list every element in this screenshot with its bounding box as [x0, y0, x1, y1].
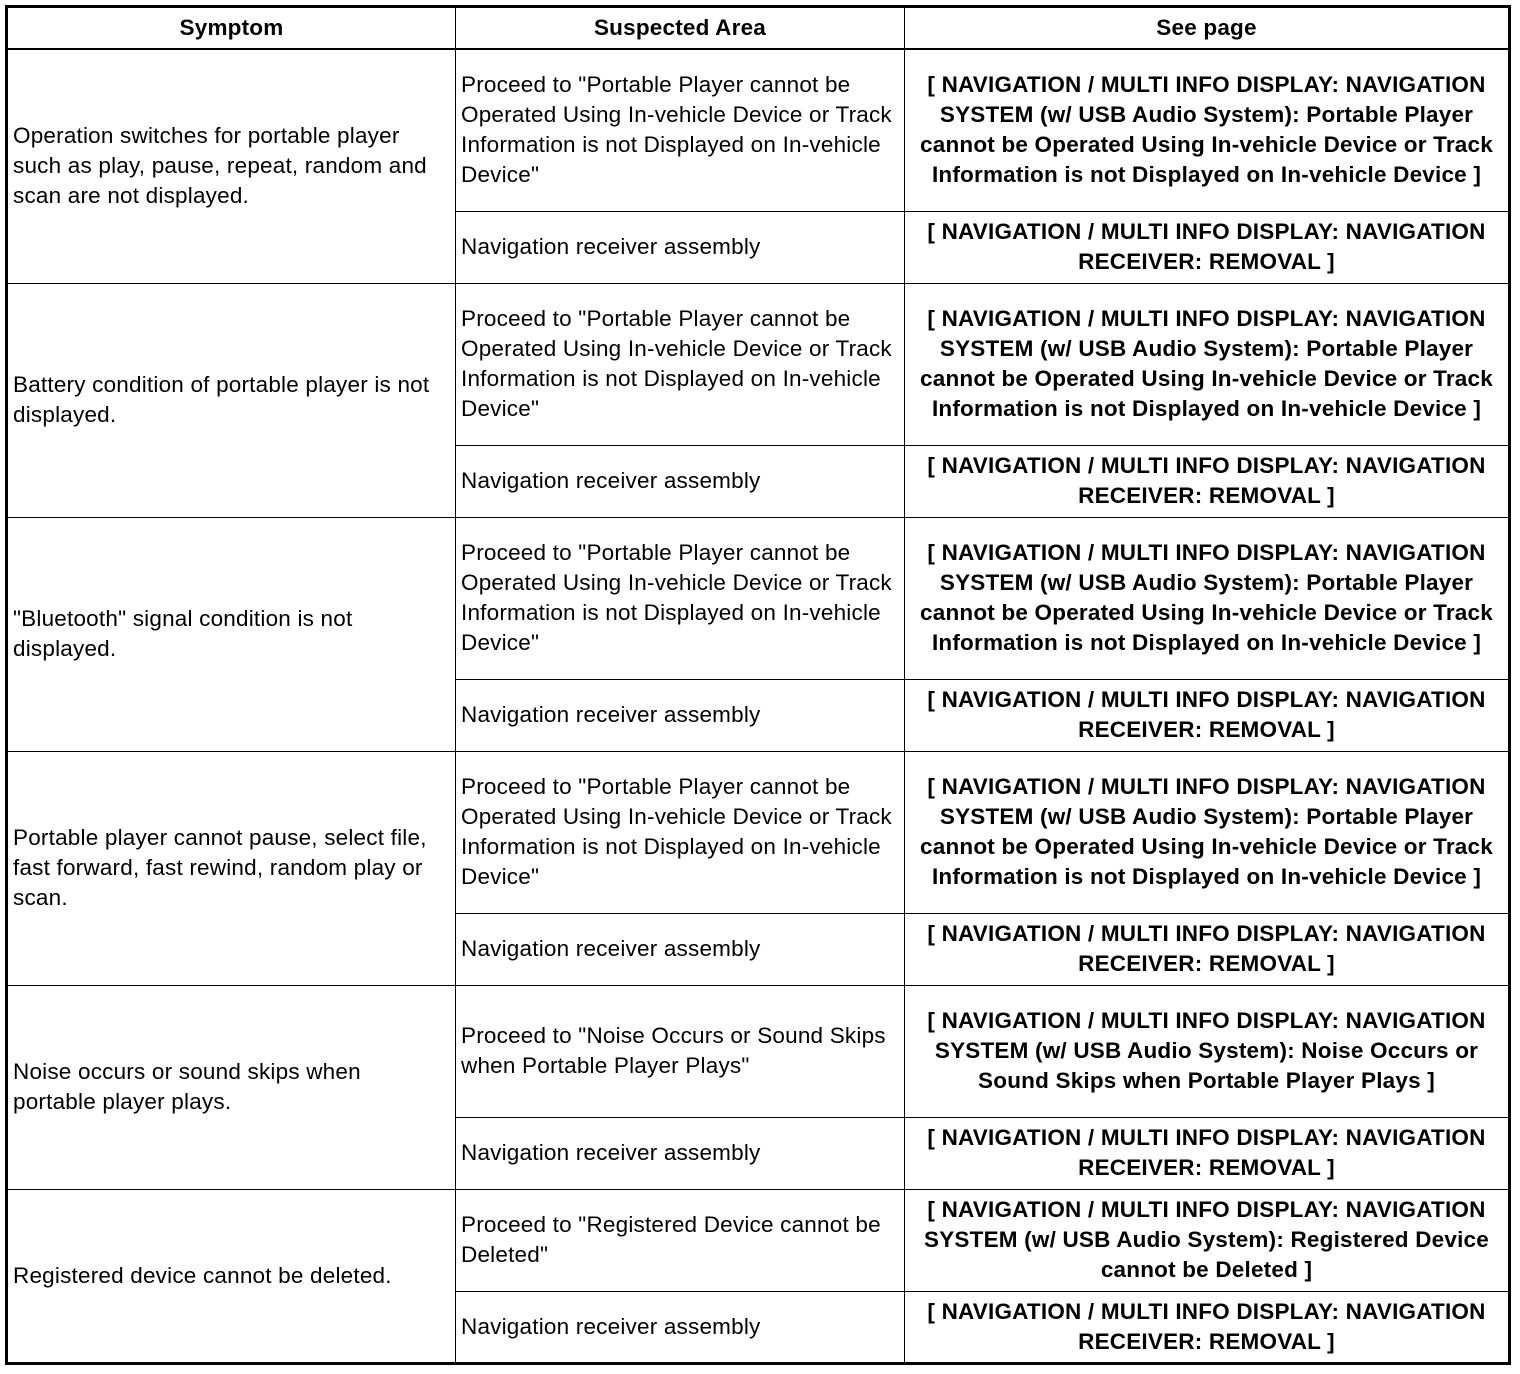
see-page-link[interactable]: [ NAVIGATION / MULTI INFO DISPLAY: NAVIGATION SYSTEM (w/ USB Audio System): Portable Player cannot be Operated Using In-vehicle Device or Track Information is not Displayed on In-vehicle Device ]	[905, 517, 1510, 679]
symptom-cell: Noise occurs or sound skips when portable player plays.	[7, 985, 456, 1189]
suspected-area-cell: Proceed to "Portable Player cannot be Operated Using In-vehicle Device or Track Information is not Displayed on In-vehicle Device"	[456, 517, 905, 679]
symptom-cell: Battery condition of portable player is not displayed.	[7, 283, 456, 517]
suspected-area-cell: Proceed to "Portable Player cannot be Operated Using In-vehicle Device or Track Information is not Displayed on In-vehicle Device"	[456, 283, 905, 445]
table-row	[7, 517, 1510, 679]
suspected-area-cell: Proceed to "Registered Device cannot be Deleted"	[456, 1189, 905, 1291]
suspected-area-cell: Navigation receiver assembly	[456, 1117, 905, 1189]
see-page-link[interactable]: [ NAVIGATION / MULTI INFO DISPLAY: NAVIGATION RECEIVER: REMOVAL ]	[905, 1291, 1510, 1363]
suspected-area-cell: Navigation receiver assembly	[456, 211, 905, 283]
table-row	[7, 1189, 1510, 1291]
header-row	[7, 7, 1510, 50]
suspected-area-cell: Navigation receiver assembly	[456, 679, 905, 751]
suspected-area-cell: Proceed to "Noise Occurs or Sound Skips when Portable Player Plays"	[456, 985, 905, 1117]
header-suspected-area: Suspected Area	[456, 7, 905, 50]
see-page-link[interactable]: [ NAVIGATION / MULTI INFO DISPLAY: NAVIGATION SYSTEM (w/ USB Audio System): Noise Occurs or Sound Skips when Portable Player Plays ]	[905, 985, 1510, 1117]
symptom-cell: Portable player cannot pause, select file, fast forward, fast rewind, random play or scan.	[7, 751, 456, 985]
suspected-area-cell: Navigation receiver assembly	[456, 445, 905, 517]
table-row	[7, 49, 1510, 211]
table-row	[7, 283, 1510, 445]
see-page-link[interactable]: [ NAVIGATION / MULTI INFO DISPLAY: NAVIGATION SYSTEM (w/ USB Audio System): Portable Player cannot be Operated Using In-vehicle Device or Track Information is not Displayed on In-vehicle Device ]	[905, 283, 1510, 445]
suspected-area-cell: Navigation receiver assembly	[456, 1291, 905, 1363]
table-row	[7, 985, 1510, 1117]
problem-symptoms-table	[5, 5, 1511, 1365]
see-page-link[interactable]: [ NAVIGATION / MULTI INFO DISPLAY: NAVIGATION RECEIVER: REMOVAL ]	[905, 679, 1510, 751]
table-row	[7, 751, 1510, 913]
header-symptom: Symptom	[7, 7, 456, 50]
symptom-cell: Registered device cannot be deleted.	[7, 1189, 456, 1363]
symptom-cell: Operation switches for portable player such as play, pause, repeat, random and scan are not displayed.	[7, 49, 456, 283]
symptom-cell: "Bluetooth" signal condition is not displayed.	[7, 517, 456, 751]
see-page-link[interactable]: [ NAVIGATION / MULTI INFO DISPLAY: NAVIGATION RECEIVER: REMOVAL ]	[905, 913, 1510, 985]
see-page-link[interactable]: [ NAVIGATION / MULTI INFO DISPLAY: NAVIGATION RECEIVER: REMOVAL ]	[905, 211, 1510, 283]
see-page-link[interactable]: [ NAVIGATION / MULTI INFO DISPLAY: NAVIGATION SYSTEM (w/ USB Audio System): Portable Player cannot be Operated Using In-vehicle Device or Track Information is not Displayed on In-vehicle Device ]	[905, 49, 1510, 211]
suspected-area-cell: Navigation receiver assembly	[456, 913, 905, 985]
see-page-link[interactable]: [ NAVIGATION / MULTI INFO DISPLAY: NAVIGATION RECEIVER: REMOVAL ]	[905, 1117, 1510, 1189]
see-page-link[interactable]: [ NAVIGATION / MULTI INFO DISPLAY: NAVIGATION SYSTEM (w/ USB Audio System): Registered Device cannot be Deleted ]	[905, 1189, 1510, 1291]
suspected-area-cell: Proceed to "Portable Player cannot be Operated Using In-vehicle Device or Track Information is not Displayed on In-vehicle Device"	[456, 49, 905, 211]
header-see-page: See page	[905, 7, 1510, 50]
see-page-link[interactable]: [ NAVIGATION / MULTI INFO DISPLAY: NAVIGATION SYSTEM (w/ USB Audio System): Portable Player cannot be Operated Using In-vehicle Device or Track Information is not Displayed on In-vehicle Device ]	[905, 751, 1510, 913]
see-page-link[interactable]: [ NAVIGATION / MULTI INFO DISPLAY: NAVIGATION RECEIVER: REMOVAL ]	[905, 445, 1510, 517]
suspected-area-cell: Proceed to "Portable Player cannot be Operated Using In-vehicle Device or Track Information is not Displayed on In-vehicle Device"	[456, 751, 905, 913]
